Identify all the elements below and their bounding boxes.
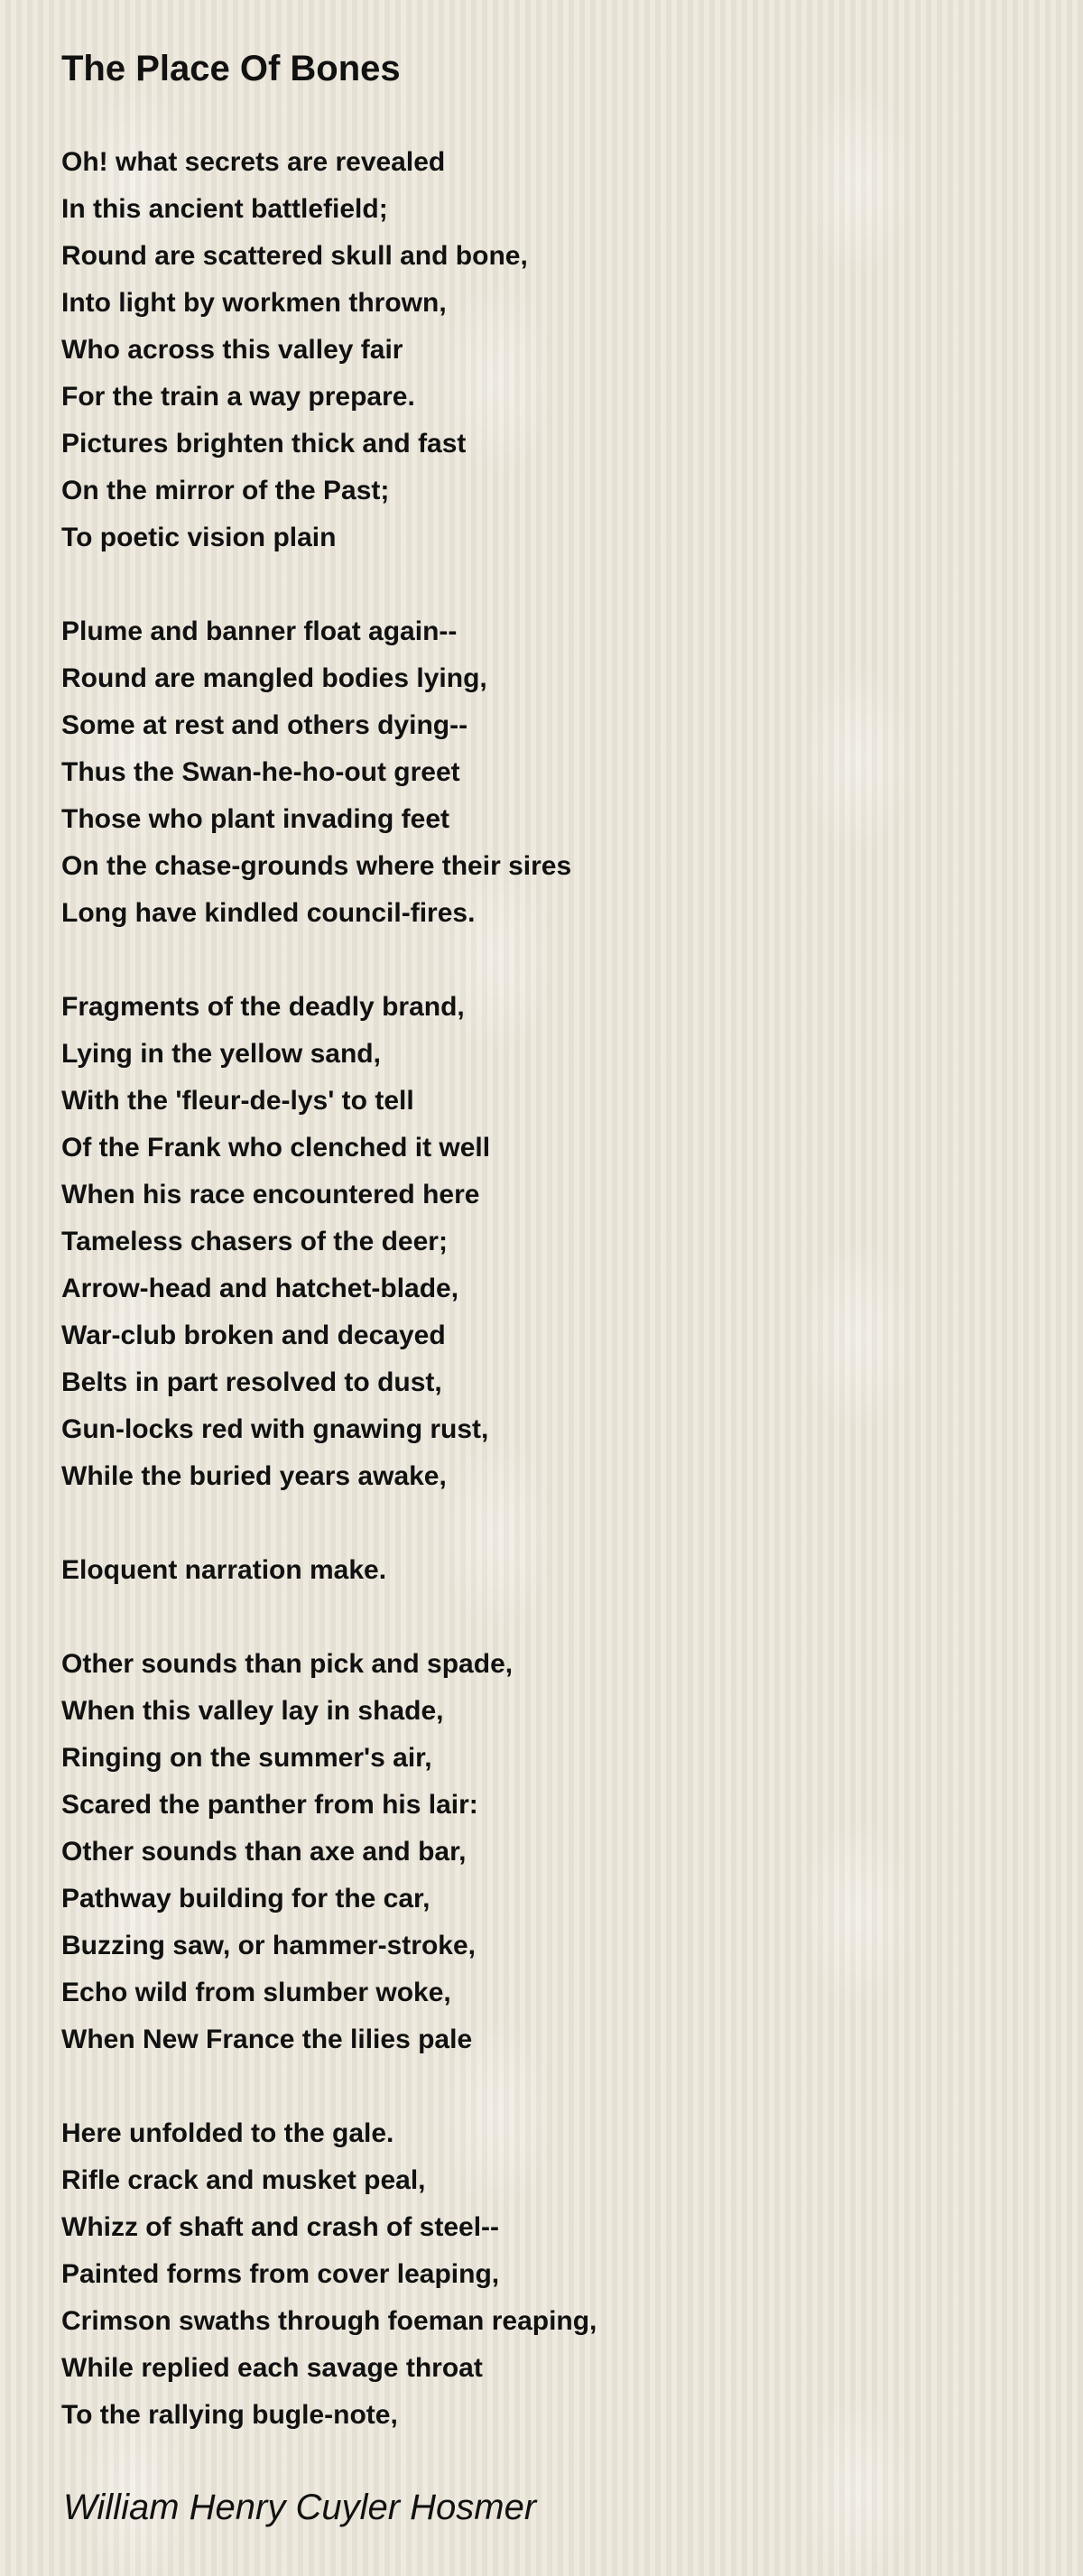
- poem-line: Long have kindled council-fires.: [61, 898, 476, 928]
- poem-line: Oh! what secrets are revealed: [61, 147, 446, 177]
- poem-line: Plume and banner float again--: [61, 616, 458, 646]
- poem-line: Into light by workmen thrown,: [61, 288, 447, 318]
- poem-line: Here unfolded to the gale.: [61, 2118, 394, 2148]
- poem-line: Echo wild from slumber woke,: [61, 1978, 451, 2007]
- stanza: [61, 984, 597, 1500]
- poem-line: To the rallying bugle-note,: [61, 2400, 398, 2430]
- stanza: [61, 2110, 597, 2439]
- poem-author: William Henry Cuyler Hosmer: [63, 2488, 537, 2527]
- poem-line: Pathway building for the car,: [61, 1884, 430, 1913]
- poem-line: Other sounds than pick and spade,: [61, 1649, 514, 1679]
- poem-line: Crimson swaths through foeman reaping,: [61, 2306, 597, 2336]
- poem-line: Buzzing saw, or hammer-stroke,: [61, 1931, 476, 1960]
- stanza: [61, 608, 597, 937]
- poem-line: In this ancient battlefield;: [61, 194, 388, 224]
- poem-line: Who across this valley fair: [61, 335, 403, 365]
- poem-line: To poetic vision plain: [61, 523, 337, 552]
- poem-line: When this valley lay in shade,: [61, 1696, 444, 1726]
- poem-line: Some at rest and others dying--: [61, 710, 468, 740]
- poem-line: Lying in the yellow sand,: [61, 1039, 381, 1069]
- poem-line: War-club broken and decayed: [61, 1320, 446, 1350]
- poem-line: Of the Frank who clenched it well: [61, 1133, 491, 1163]
- poem-line: Painted forms from cover leaping,: [61, 2259, 500, 2289]
- poem-line: Gun-locks red with gnawing rust,: [61, 1414, 489, 1444]
- stanza: [61, 139, 597, 561]
- poem-line: With the 'fleur-de-lys' to tell: [61, 1086, 414, 1116]
- poem-line: Other sounds than axe and bar,: [61, 1837, 467, 1867]
- poem-line: Scared the panther from his lair:: [61, 1790, 478, 1820]
- poem-line: While the buried years awake,: [61, 1461, 447, 1491]
- stanza: [61, 1641, 597, 2063]
- poem-line: When New France the lilies pale: [61, 2025, 473, 2054]
- poem-line: Round are mangled bodies lying,: [61, 663, 487, 693]
- poem-line: Whizz of shaft and crash of steel--: [61, 2212, 500, 2242]
- poem-line: Rifle crack and musket peal,: [61, 2165, 426, 2195]
- stanza: [61, 1547, 597, 1594]
- poem-line: Pictures brighten thick and fast: [61, 429, 467, 459]
- poem-line: Belts in part resolved to dust,: [61, 1367, 442, 1397]
- poem-line: When his race encountered here: [61, 1180, 480, 1209]
- poem-line: For the train a way prepare.: [61, 382, 415, 412]
- poem-line: Eloquent narration make.: [61, 1555, 387, 1585]
- poem-line: Arrow-head and hatchet-blade,: [61, 1274, 459, 1303]
- poem-line: Those who plant invading feet: [61, 804, 450, 834]
- poem-line: Tameless chasers of the deer;: [61, 1227, 448, 1256]
- poem-title: The Place Of Bones: [61, 49, 401, 88]
- poem-line: While replied each savage throat: [61, 2353, 483, 2383]
- poem-line: On the chase-grounds where their sires: [61, 851, 572, 881]
- poem-line: Round are scattered skull and bone,: [61, 241, 528, 271]
- poem-line: Thus the Swan-he-ho-out greet: [61, 757, 460, 787]
- poem-line: Ringing on the summer's air,: [61, 1743, 432, 1773]
- poem-line: On the mirror of the Past;: [61, 476, 390, 505]
- poem-body: [61, 139, 597, 2439]
- poem-line: Fragments of the deadly brand,: [61, 992, 465, 1022]
